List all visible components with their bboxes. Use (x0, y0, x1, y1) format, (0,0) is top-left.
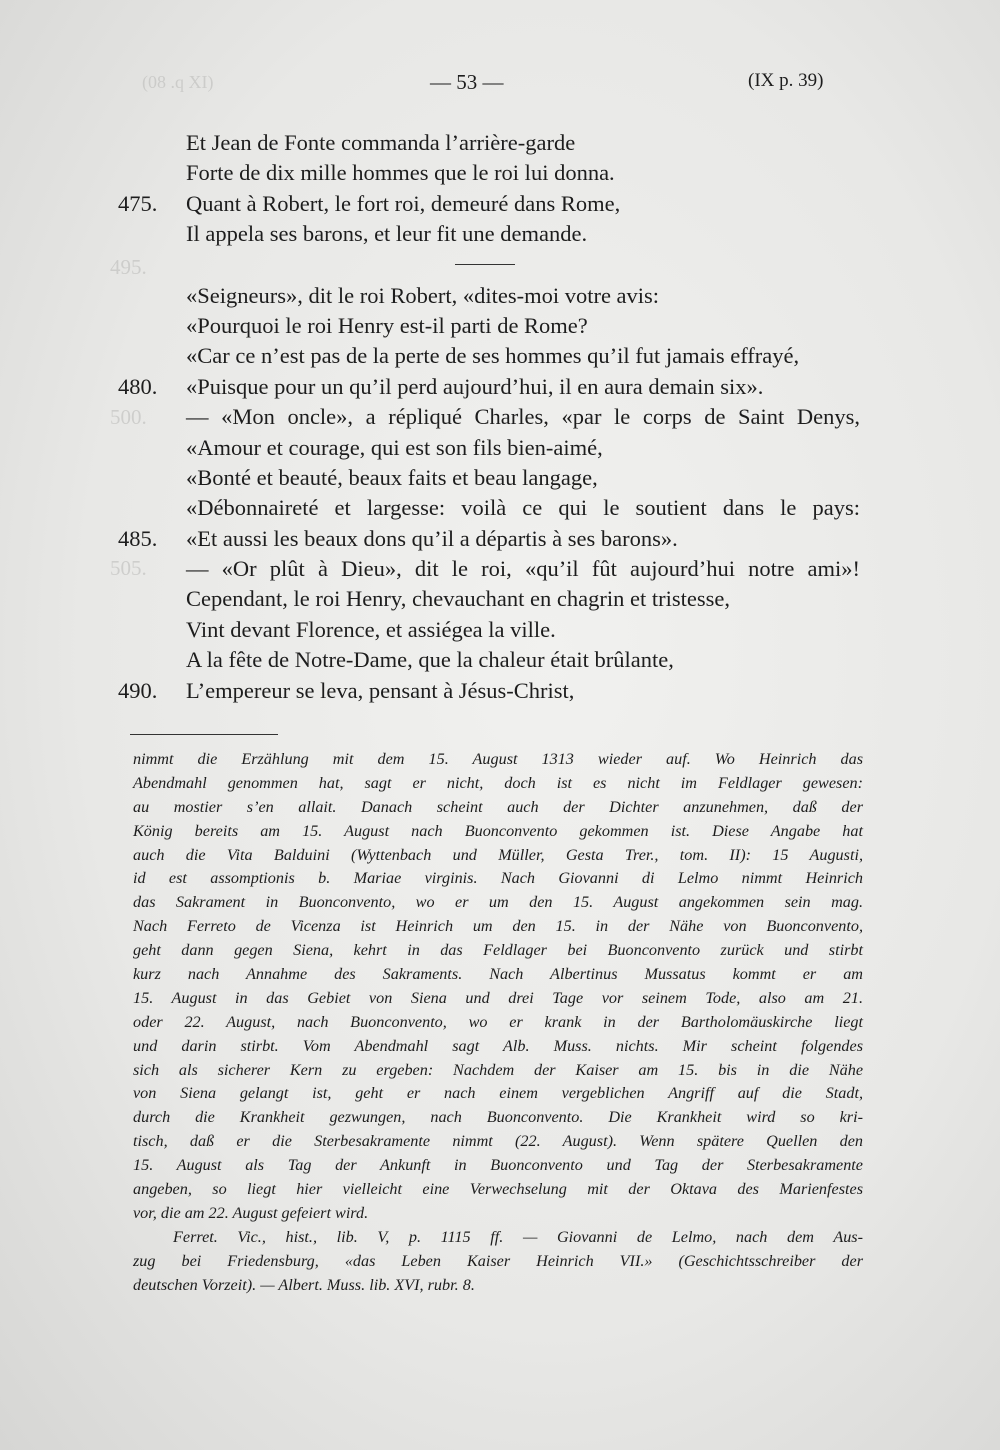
verse-line (0, 645, 1000, 675)
verse-line (0, 554, 1000, 584)
verse-text: «Bonté et beauté, beaux faits et beau langage, (186, 464, 598, 490)
footnote-line: und darin stirbt. Vom Abendmahl sagt Alb. Muss. nichts. Mir scheint folgendes (133, 1036, 863, 1055)
footnote-line: Nach Ferreto de Vicenza ist Heinrich um den 15. in der Nähe von Buonconvento, (133, 917, 863, 936)
verse-line (0, 524, 1000, 554)
verse-number: 490. (118, 677, 158, 703)
footnote-line: Abendmahl genommen hat, sagt er nicht, doch ist es nicht im Feldlager gewesen: (133, 773, 863, 792)
verse-line (0, 128, 1000, 158)
verse-line (0, 158, 1000, 188)
running-header (0, 70, 1000, 100)
footnote-line: das Sakrament in Buonconvento, wo er um den 15. August angekommen sein mag. (133, 893, 863, 912)
footnote-line: kurz nach Annahme des Sakraments. Nach Albertinus Mussatus kommt er am (133, 965, 863, 984)
footnote-line: oder 22. August, nach Buonconvento, wo er krank in der Bartholomäuskirche liegt (133, 1012, 863, 1031)
verse-text: «Seigneurs», dit le roi Robert, «dites-moi votre avis: (186, 282, 660, 308)
verse-text: Et Jean de Fonte commanda l’arrière-garde (186, 130, 576, 155)
page-reference: (IX p. 39) (748, 70, 824, 91)
footnote-line: durch die Krankheit gezwungen, nach Buonconvento. Die Krankheit wird so kri- (133, 1108, 863, 1127)
footnote-line: tisch, daß er die Sterbesakramente nimmt (22. August). Wenn spätere Quellen den (133, 1132, 863, 1151)
verse-text: «Pourquoi le roi Henry est-il parti de Rome? (186, 312, 588, 338)
verse-text: — «Or plût à Dieu», dit le roi, «qu’il fût aujourd’hui notre ami»! (186, 556, 860, 582)
bleed-through: (08 .q XI) (142, 72, 214, 92)
footnote-line: nimmt die Erzählung mit dem 15. August 1313 wieder auf. Wo Heinrich das (133, 750, 863, 768)
footnote-line: angeben, so liegt hier vielleicht eine Verwechselung mit der Oktava des Marienfestes (133, 1180, 863, 1199)
section-rule (455, 264, 515, 265)
verse-line (0, 219, 1000, 249)
verse-number: 475. (118, 190, 158, 216)
verse-text: L’empereur se leva, pensant à Jésus-Christ, (186, 677, 575, 703)
verse-line (0, 615, 1000, 645)
verse-text: «Et aussi les beaux dons qu’il a départis à ses barons». (186, 525, 678, 551)
footnotes (133, 748, 863, 1297)
verse-number: 485. (118, 525, 158, 551)
verse-number: 480. (118, 373, 158, 399)
footnote-line: au mostier s’en allait. Danach scheint auch der Dichter anzunehmen, daß der (133, 797, 863, 816)
verse-line (0, 493, 1000, 523)
footnote-rule (130, 734, 278, 735)
footnote-line: id est assomptionis b. Mariae virginis. Nach Giovanni di Lelmo nimmt Heinrich (133, 869, 863, 888)
verse-text: Cependant, le roi Henry, chevauchant en chagrin et tristesse, (186, 586, 730, 612)
footnote-line: Ferret. Vic., hist., lib. V, p. 1115 ff. — Giovanni de Lelmo, nach dem Aus- (173, 1227, 863, 1246)
verse-text: «Débonnaireté et largesse: voilà ce qui le soutient dans le pays: (186, 495, 860, 521)
verse-block (0, 128, 1000, 706)
footnote-line: König bereits am 15. August nach Buonconvento gekommen ist. Diese Angabe hat (133, 821, 863, 840)
page-number: — 53 — (430, 70, 504, 94)
verse-line (0, 189, 1000, 219)
verse-line (0, 433, 1000, 463)
verse-text: Forte de dix mille hommes que le roi lui donna. (186, 160, 615, 186)
verse-line (0, 584, 1000, 614)
stanza-break (0, 250, 1000, 281)
verse-line (0, 372, 1000, 402)
verse-line (0, 463, 1000, 493)
verse-line (0, 402, 1000, 432)
footnote-line: vor, die am 22. August gefeiert wird. (133, 1203, 369, 1222)
verse-text: — «Mon oncle», a répliqué Charles, «par le corps de Saint Denys, (186, 404, 860, 430)
footnote-line: deutschen Vorzeit). — Albert. Muss. lib. XVI, rubr. 8. (133, 1275, 475, 1294)
verse-text: Vint devant Florence, et assiégea la ville. (186, 616, 556, 642)
verse-text: Quant à Robert, le fort roi, demeuré dans Rome, (186, 190, 621, 216)
footnote-line: auch die Vita Balduini (Wyttenbach und Müller, Gesta Trer., tom. II): 15 Augusti, (133, 845, 863, 864)
bleed-through: 495. (110, 255, 147, 279)
footnote-line: 15. August in das Gebiet von Siena und drei Tage vor seinem Tode, also am 21. (133, 988, 863, 1007)
verse-text: A la fête de Notre-Dame, que la chaleur était brûlante, (186, 647, 674, 673)
bleed-through: 505. (110, 556, 147, 580)
verse-text: «Puisque pour un qu’il perd aujourd’hui, il en aura demain six». (186, 373, 764, 399)
footnote-line: zug bei Friedensburg, «das Leben Kaiser Heinrich VII.» (Geschichtsschreiber der (133, 1251, 863, 1270)
verse-text: Il appela ses barons, et leur fit une demande. (186, 221, 588, 247)
footnote-line: geht dann gegen Siena, kehrt in das Feldlager bei Buonconvento zurück und stirbt (133, 941, 863, 960)
verse-line (0, 281, 1000, 311)
footnote-line: sich als sicherer Kern zu ergeben: Nachdem der Kaiser am 15. bis in die Nähe (133, 1060, 863, 1079)
footnote-line: 15. August als Tag der Ankunft in Buonconvento und Tag der Sterbesakramente (133, 1156, 863, 1175)
footnote-line: von Siena gelangt ist, geht er nach einem vergeblichen Angriff auf die Stadt, (133, 1084, 863, 1103)
verse-text: «Amour et courage, qui est son fils bien-aimé, (186, 434, 603, 460)
bleed-through: 500. (110, 405, 147, 429)
verse-text: «Car ce n’est pas de la perte de ses hommes qu’il fut jamais effrayé, (186, 343, 800, 369)
verse-line (0, 311, 1000, 341)
verse-line (0, 341, 1000, 371)
verse-line (0, 676, 1000, 706)
